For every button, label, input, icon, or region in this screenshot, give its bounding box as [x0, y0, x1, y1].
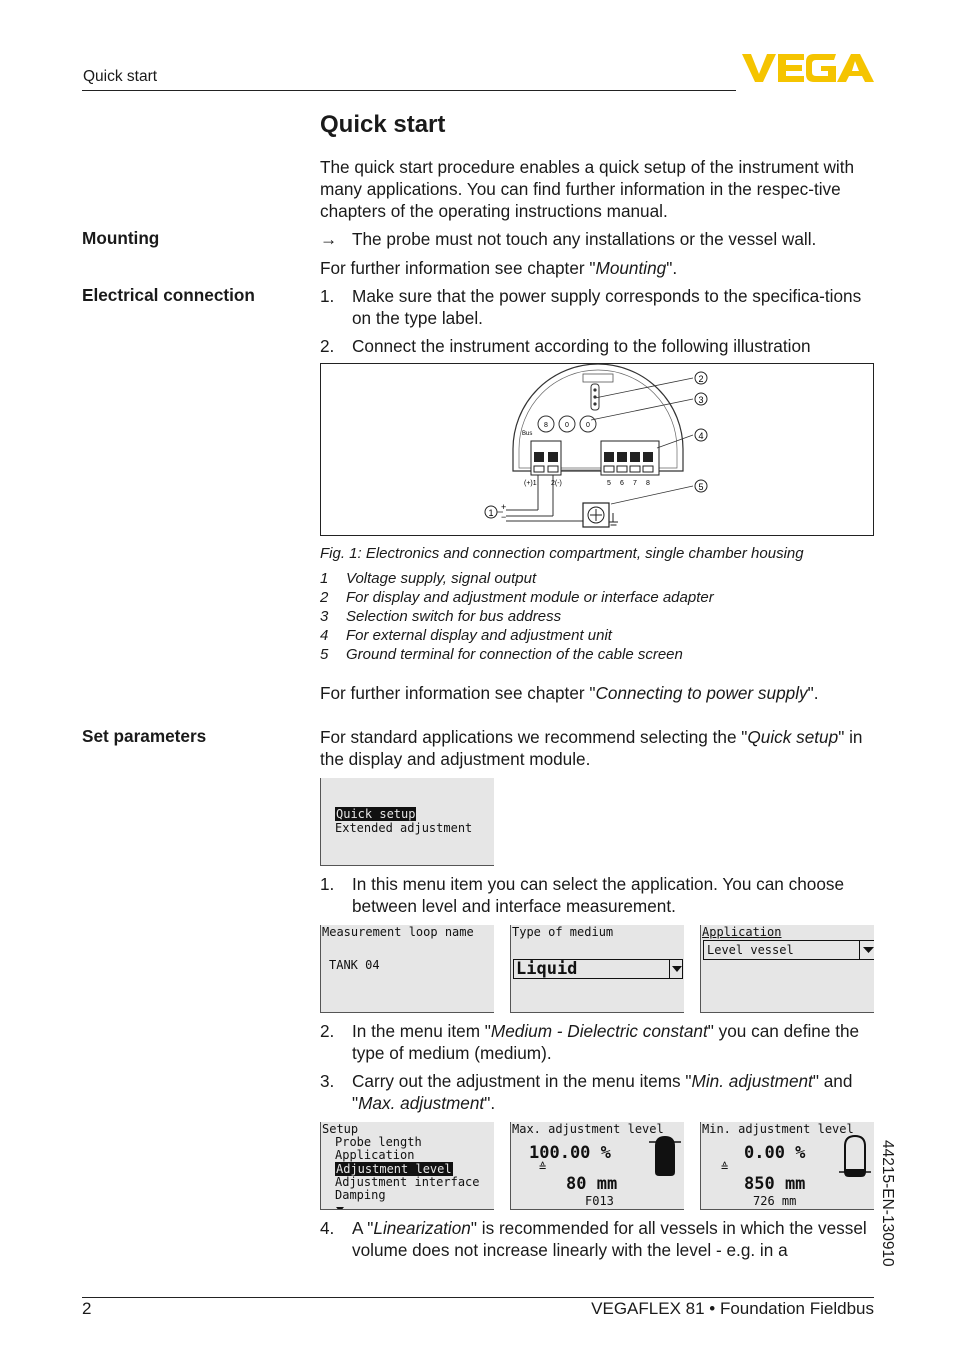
- legend-item: 1 Voltage supply, signal output: [320, 570, 537, 587]
- terminal-label: 5: [607, 480, 611, 487]
- electrical-step-1: Make sure that the power supply corresponds to the specifica-tions on the type label.: [352, 286, 862, 328]
- page-number: 2: [82, 1299, 92, 1318]
- mounting-reference: For further information see chapter "Mounting".: [320, 258, 678, 278]
- menu-item-selected: Adjustment level: [336, 1162, 452, 1176]
- dropdown-arrow-svg: [670, 960, 684, 978]
- parameters-step-4: A "Linearization" is recommended for all vessels in which the vessel volume does not increase linearly with the level - e.g. in a: [352, 1218, 867, 1260]
- tank-full-svg: [647, 1132, 683, 1178]
- terminal-label: 6: [620, 480, 624, 487]
- connection-diagram-svg: [321, 364, 873, 535]
- electrical-reference: For further information see chapter "Connecting to power supply".: [320, 683, 819, 703]
- lcd-type-of-medium: [510, 925, 684, 1013]
- terminal-label: 2(-): [551, 480, 562, 487]
- adjustment-distance: 80 mm: [566, 1174, 618, 1194]
- adjustment-percent: 0.00 %: [744, 1143, 806, 1163]
- electrical-step-2: Connect the instrument according to the following illustration: [352, 336, 811, 356]
- adjustment-percent: 100.00 %: [529, 1143, 611, 1163]
- dropdown-arrow-svg: [860, 941, 874, 959]
- lcd-quick-setup-menu: [320, 778, 494, 866]
- lcd-measurement-loop: [320, 925, 494, 1013]
- application-select: Level vessel: [703, 940, 874, 960]
- approx-icon: ≙: [721, 1160, 729, 1174]
- callout-4: 4: [698, 431, 704, 441]
- callout-3: 3: [698, 395, 704, 405]
- menu-item: Extended adjustment: [335, 821, 473, 835]
- lcd-title: Setup: [322, 1122, 359, 1136]
- callout-1: 1: [488, 508, 494, 518]
- side-heading-electrical: Electrical connection: [82, 285, 255, 305]
- tank-full-icon: [647, 1132, 683, 1181]
- step-number: 2.: [320, 336, 335, 356]
- menu-item-selected: Quick setup: [336, 807, 416, 821]
- menu-item: Adjustment interface: [335, 1175, 480, 1189]
- header-rule: [82, 90, 736, 91]
- lcd-max-adjustment: [510, 1122, 684, 1210]
- intro-paragraph: The quick start procedure enables a quick setup of the instrument with many applications. You can find further information in the respec-tive chapters of the operating instructions manual.: [320, 157, 855, 221]
- legend-item: 2 For display and adjustment module or interface adapter: [320, 589, 714, 606]
- product-name: VEGAFLEX 81 • Foundation Fieldbus: [591, 1299, 874, 1318]
- lcd-title: Max. adjustment level: [512, 1122, 664, 1136]
- vega-logo: [742, 52, 874, 84]
- figure-caption: Fig. 1: Electronics and connection compartment, single chamber housing: [320, 545, 804, 562]
- scroll-down-icon: [335, 1202, 345, 1210]
- adjustment-sub-value: 726 mm: [753, 1194, 797, 1208]
- switch-mark: 0: [586, 422, 590, 429]
- minus-sign: −: [501, 512, 507, 522]
- page-title: Quick start: [320, 111, 446, 138]
- medium-select: Liquid: [513, 959, 683, 979]
- step-number: 2.: [320, 1021, 335, 1041]
- step-number: 4.: [320, 1218, 335, 1238]
- menu-item: Damping: [335, 1188, 386, 1202]
- parameters-step-3: Carry out the adjustment in the menu items "Min. adjustment" and "Max. adjustment".: [352, 1071, 853, 1113]
- lcd-title: Application: [702, 925, 782, 939]
- step-number: 1.: [320, 286, 335, 306]
- dropdown-arrow-icon: [669, 960, 684, 978]
- approx-icon: ≙: [539, 1160, 547, 1174]
- plus-sign: +: [501, 502, 507, 512]
- legend-item: 4 For external display and adjustment unit: [320, 627, 612, 644]
- menu-item: Application: [335, 1148, 415, 1162]
- switch-mark: 8: [544, 422, 548, 429]
- callout-2: 2: [698, 374, 704, 384]
- side-heading-mounting: Mounting: [82, 228, 160, 248]
- legend-item: 5 Ground terminal for connection of the cable screen: [320, 646, 683, 663]
- terminal-label: (+)1: [524, 480, 537, 487]
- running-header: Quick start: [83, 68, 158, 85]
- document-code: 44215-EN-130910: [879, 1140, 896, 1267]
- arrow-icon: →: [320, 229, 338, 249]
- terminal-label: 7: [633, 480, 637, 487]
- lcd-min-adjustment: [700, 1122, 874, 1210]
- tank-empty-svg: [837, 1132, 873, 1178]
- adjustment-code: F013: [585, 1194, 614, 1208]
- lcd-title: Min. adjustment level: [702, 1122, 854, 1136]
- tank-empty-icon: [837, 1132, 873, 1181]
- connection-diagram: [320, 363, 874, 536]
- lcd-application: [700, 925, 874, 1013]
- menu-item: Probe length: [335, 1135, 422, 1149]
- side-heading-parameters: Set parameters: [82, 726, 207, 746]
- switch-mark: 0: [565, 422, 569, 429]
- terminal-label: 8: [646, 480, 650, 487]
- mounting-bullet: The probe must not touch any installations or the vessel wall.: [352, 229, 817, 249]
- scroll-down-svg: [335, 1207, 345, 1210]
- adjustment-distance: 850 mm: [744, 1174, 806, 1194]
- step-number: 3.: [320, 1071, 335, 1091]
- lcd-title: Measurement loop name: [322, 925, 474, 939]
- lcd-title: Type of medium: [512, 925, 614, 939]
- callout-5: 5: [698, 482, 704, 492]
- lcd-setup-menu: [320, 1122, 494, 1210]
- parameters-step-1: In this menu item you can select the application. You can choose between level and interface measurement.: [352, 874, 845, 916]
- parameters-intro: For standard applications we recommend selecting the "Quick setup" in the display and adjustment module.: [320, 727, 863, 769]
- parameters-step-2: In the menu item "Medium - Dielectric constant" you can define the type of medium (medium).: [352, 1021, 860, 1063]
- footer-rule: [82, 1297, 874, 1298]
- dropdown-arrow-icon: [859, 941, 874, 959]
- step-number: 1.: [320, 874, 335, 894]
- legend-item: 3 Selection switch for bus address: [320, 608, 562, 625]
- lcd-value: TANK 04: [329, 958, 380, 972]
- bus-label: Bus: [522, 431, 533, 437]
